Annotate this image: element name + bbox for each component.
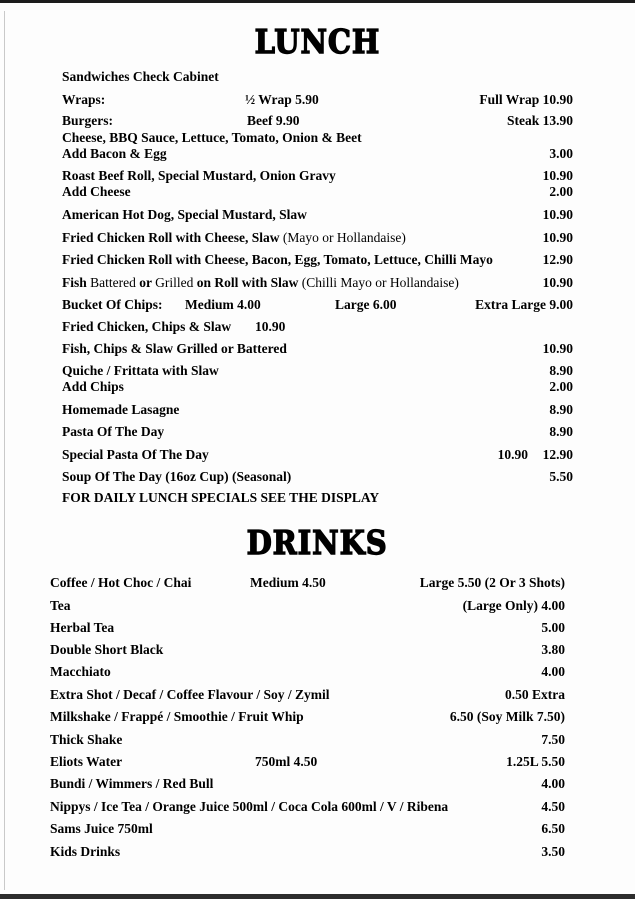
item-label xyxy=(50,709,304,724)
item-text: Fish xyxy=(62,275,91,290)
menu-row xyxy=(62,341,573,357)
item-label xyxy=(62,490,379,505)
item-text: Extra Shot / Decaf / Coffee Flavour / Soy / Zymil xyxy=(50,687,330,702)
item-label xyxy=(62,319,231,334)
item-text: Bucket Of Chips: xyxy=(62,297,163,312)
item-text: American Hot Dog, Special Mustard, Slaw xyxy=(62,207,307,222)
item-label xyxy=(62,207,307,222)
item-text: Wraps: xyxy=(62,92,106,107)
lunch-items-list xyxy=(0,69,635,506)
item-text: Add Bacon & Egg xyxy=(62,146,167,161)
menu-row xyxy=(62,69,573,85)
item-price: Full Wrap 10.90 xyxy=(479,92,573,107)
item-label xyxy=(50,620,114,635)
menu-row xyxy=(50,598,565,614)
item-label xyxy=(62,130,362,145)
item-label xyxy=(50,598,71,613)
menu-row xyxy=(62,363,573,379)
menu-row xyxy=(50,620,565,636)
menu-row xyxy=(62,447,573,463)
item-text: Fish, Chips & Slaw Grilled or Battered xyxy=(62,341,287,356)
item-price: Extra Large 9.00 xyxy=(475,297,573,312)
item-label xyxy=(50,687,329,702)
item-price: 4.00 xyxy=(541,776,565,791)
menu-row xyxy=(50,821,565,837)
item-text: Fried Chicken Roll with Cheese, Slaw xyxy=(62,230,283,245)
item-text: Homemade Lasagne xyxy=(62,402,180,417)
menu-row xyxy=(62,319,573,335)
item-label xyxy=(50,732,122,747)
item-label xyxy=(62,447,209,462)
item-price: 2.00 xyxy=(549,184,573,199)
item-price: 8.90 xyxy=(549,402,573,417)
item-price: 5.00 xyxy=(541,620,565,635)
item-text: Cheese, BBQ Sauce, Lettuce, Tomato, Onion & Beet xyxy=(62,130,362,145)
item-price: Steak 13.90 xyxy=(506,113,573,128)
menu-row xyxy=(62,130,573,146)
item-label xyxy=(62,168,336,183)
item-text: Kids Drinks xyxy=(50,844,121,859)
item-label xyxy=(50,664,111,679)
menu-row xyxy=(62,297,573,313)
item-price: 6.50 xyxy=(541,821,565,836)
item-mid-price: 10.90 xyxy=(255,319,286,334)
item-text: Double Short Black xyxy=(50,642,164,657)
item-label xyxy=(62,92,105,107)
item-label xyxy=(62,146,167,161)
item-text: Quiche / Frittata with Slaw xyxy=(62,363,219,378)
item-text: Grilled xyxy=(155,275,197,290)
item-text: on Roll with Slaw xyxy=(196,275,302,290)
item-price: 0.50 Extra xyxy=(505,687,565,702)
item-price: 2.00 xyxy=(549,379,573,394)
item-label xyxy=(62,184,131,199)
item-text: Add Cheese xyxy=(62,184,131,199)
menu-row xyxy=(50,844,565,860)
item-text: Special Pasta Of The Day xyxy=(62,447,209,462)
item-text: or xyxy=(139,275,156,290)
item-text: Nippys / Ice Tea / Orange Juice 500ml / Coca Cola 600ml / V / Ribena xyxy=(50,799,449,814)
item-label xyxy=(50,575,191,590)
item-price: 4.50 xyxy=(541,799,565,814)
menu-row xyxy=(62,490,573,506)
menu-row xyxy=(62,252,573,268)
item-label xyxy=(62,252,493,267)
item-price: 7.50 xyxy=(541,732,565,747)
item-text: Thick Shake xyxy=(50,732,123,747)
item-text: Bundi / Wimmers / Red Bull xyxy=(50,776,214,791)
item-label xyxy=(50,776,213,791)
item-mid-price: ½ Wrap 5.90 xyxy=(245,92,319,107)
menu-row xyxy=(62,424,573,440)
item-label xyxy=(62,275,459,290)
item-price: Large 5.50 (2 Or 3 Shots) xyxy=(419,575,565,590)
menu-row xyxy=(50,642,565,658)
item-mid-price: Large 6.00 xyxy=(335,297,397,312)
item-price: 10.90 xyxy=(497,447,528,462)
menu-row xyxy=(50,575,565,591)
drinks-title-text: DRINKS xyxy=(247,523,388,562)
menu-row xyxy=(62,92,573,108)
item-label xyxy=(62,341,287,356)
menu-row xyxy=(50,732,565,748)
menu-row xyxy=(62,207,573,223)
item-text: Battered xyxy=(90,275,140,290)
item-text: Pasta Of The Day xyxy=(62,424,165,439)
item-text: Coffee / Hot Choc / Chai xyxy=(50,575,192,590)
item-text: Macchiato xyxy=(50,664,111,679)
item-label xyxy=(50,642,163,657)
item-label xyxy=(50,754,122,769)
item-mid-price: Medium 4.50 xyxy=(250,575,326,590)
item-price: 1.25L 5.50 xyxy=(506,754,565,769)
item-label xyxy=(62,379,124,394)
item-label xyxy=(62,69,219,84)
item-price: 3.00 xyxy=(549,146,573,161)
item-price: 10.90 xyxy=(542,341,573,356)
item-label xyxy=(62,113,113,128)
item-price: 8.90 xyxy=(549,424,573,439)
item-text: Milkshake / Frappé / Smoothie / Fruit Whip xyxy=(50,709,304,724)
item-label xyxy=(62,297,163,312)
item-price: 3.80 xyxy=(541,642,565,657)
menu-row xyxy=(62,402,573,418)
item-price: 12.90 xyxy=(542,252,573,267)
menu-row xyxy=(62,184,573,200)
item-text: (Mayo or Hollandaise) xyxy=(282,230,406,245)
item-label xyxy=(62,230,406,245)
menu-row xyxy=(62,230,573,246)
item-price: 10.90 xyxy=(542,275,573,290)
item-price: 10.90 xyxy=(542,230,573,245)
item-label xyxy=(62,363,219,378)
item-text: Herbal Tea xyxy=(50,620,115,635)
item-mid-price: Beef 9.90 xyxy=(247,113,300,128)
item-price: 4.00 xyxy=(541,664,565,679)
item-text: Eliots Water xyxy=(50,754,123,769)
lunch-section-title xyxy=(0,3,635,61)
item-label xyxy=(62,469,291,484)
menu-row xyxy=(50,776,565,792)
item-label xyxy=(50,844,120,859)
item-text: Sandwiches Check Cabinet xyxy=(62,69,219,84)
menu-row xyxy=(50,799,565,815)
menu-row xyxy=(62,168,573,184)
item-text: Add Chips xyxy=(62,379,124,394)
item-text: FOR DAILY LUNCH SPECIALS SEE THE DISPLAY xyxy=(62,490,380,505)
drinks-items-list xyxy=(0,575,635,860)
item-label xyxy=(62,402,179,417)
item-mid-price: 750ml 4.50 xyxy=(255,754,318,769)
item-mid-price: Medium 4.00 xyxy=(185,297,261,312)
item-price: 3.50 xyxy=(541,844,565,859)
item-text: Burgers: xyxy=(62,113,113,128)
menu-row xyxy=(50,709,565,725)
item-label xyxy=(50,821,153,836)
item-text: Sams Juice 750ml xyxy=(50,821,153,836)
item-text: Tea xyxy=(50,598,71,613)
item-text: Fried Chicken Roll with Cheese, Bacon, Egg, Tomato, Lettuce, Chilli Mayo xyxy=(62,252,493,267)
item-text: Fried Chicken, Chips & Slaw xyxy=(62,319,232,334)
item-price: 8.90 xyxy=(549,363,573,378)
menu-row xyxy=(62,113,573,129)
item-price: 10.90 xyxy=(542,168,573,183)
menu-row xyxy=(62,146,573,162)
item-text: (Chilli Mayo or Hollandaise) xyxy=(301,275,459,290)
drinks-section-title xyxy=(0,506,635,561)
item-price: (Large Only) 4.00 xyxy=(462,598,565,613)
item-text: Roast Beef Roll, Special Mustard, Onion Gravy xyxy=(62,168,336,183)
item-text: Soup Of The Day (16oz Cup) (Seasonal) xyxy=(62,469,292,484)
menu-row xyxy=(62,275,573,291)
menu-row xyxy=(50,664,565,680)
menu-row xyxy=(50,754,565,770)
item-price: 10.90 xyxy=(542,207,573,222)
item-label xyxy=(50,799,448,814)
item-label xyxy=(62,424,164,439)
menu-row xyxy=(62,379,573,395)
lunch-title-text: LUNCH xyxy=(254,22,381,61)
menu-row xyxy=(62,469,573,485)
item-price: 5.50 xyxy=(549,469,573,484)
menu-row xyxy=(50,687,565,703)
item-price: 12.90 xyxy=(542,447,573,462)
item-price: 6.50 (Soy Milk 7.50) xyxy=(449,709,565,724)
